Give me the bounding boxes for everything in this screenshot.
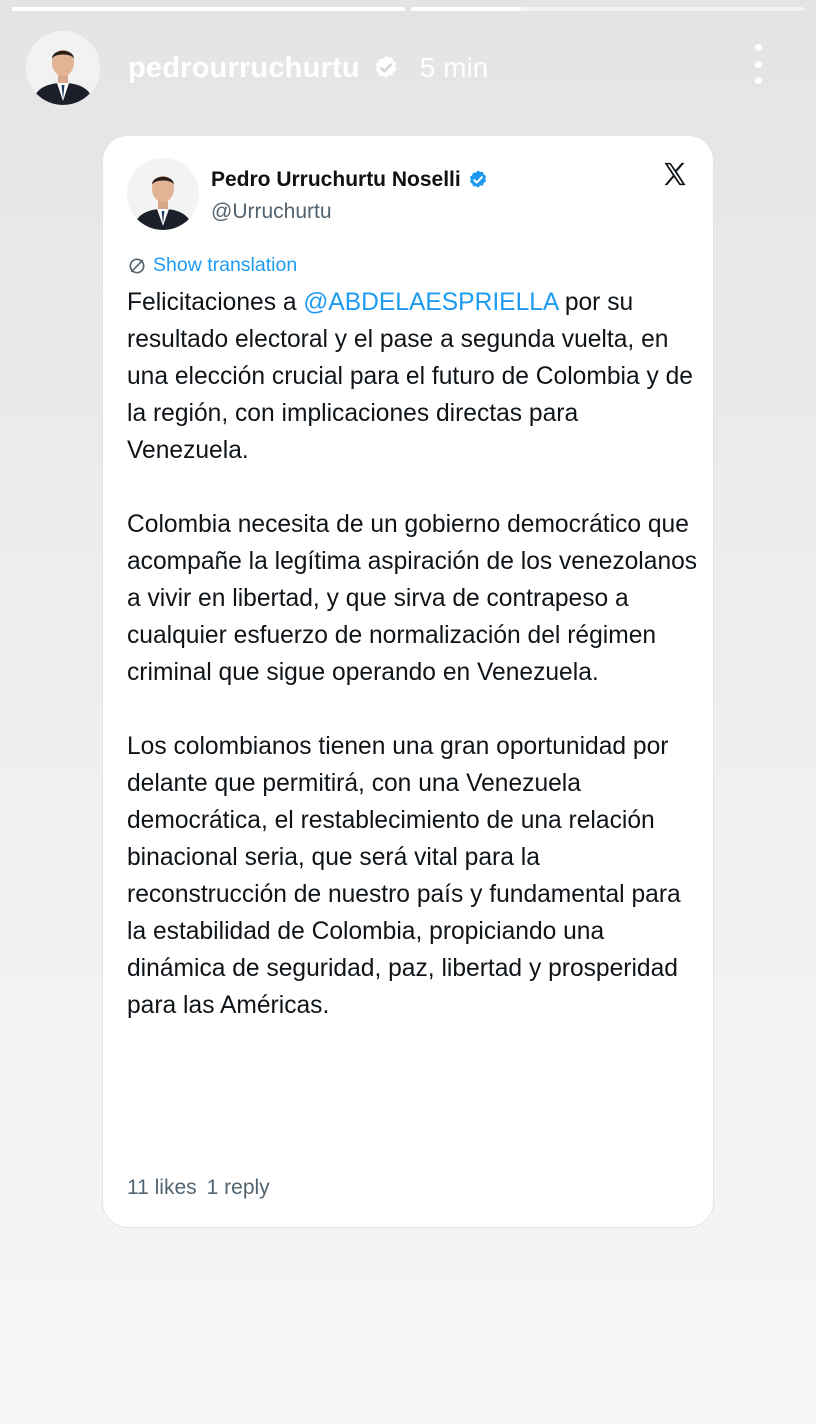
likes-count[interactable]: 11 likes [127,1176,197,1199]
more-vertical-icon[interactable] [750,44,766,84]
story-header [26,30,776,106]
x-logo-icon[interactable] [661,160,689,188]
globe-translate-icon [127,256,147,276]
tweet-text [127,284,699,1061]
tweet-card[interactable] [102,135,714,1228]
tweet-author-name[interactable] [211,168,489,192]
tweet-header [127,158,689,234]
story-progress-segment-2 [411,7,804,11]
tweet-avatar[interactable] [127,158,199,230]
tweet-text-segment: por su resultado electoral y el pase a segunda vuelta, en una elección crucial para el futuro de Colombia y de la región, con implicaciones directas para Venezuela. [127,289,693,464]
show-translation-label: Show translation [153,254,298,276]
tweet-text-segment: Felicitaciones a [127,289,304,316]
story-avatar[interactable] [26,31,100,105]
verified-badge-icon [467,169,489,191]
tweet-paragraph-2: Colombia necesita de un gobierno democrático que acompañe la legítima aspiración de los venezolanos a vivir en libertad, y que sirva de contrapeso a cualquier esfuerzo de normalización del régimen criminal que sigue operando en Venezuela. [127,511,698,686]
tweet-author-handle[interactable]: @Urruchurtu [211,200,332,223]
progress-fill [12,7,405,11]
show-translation-link[interactable] [127,254,297,277]
progress-fill [411,7,521,11]
tweet-paragraph-3: Los colombianos tienen una gran oportunidad por delante que permitirá, con una Venezuela democrática, el restablecimiento de una relación binacional seria, que será vital para la reconstrucción de nuestro país y fundamental para la estabilidad de Colombia, propiciando una dinámica de seguridad, paz, libertad y prosperidad para las Américas. [127,733,681,1019]
story-time: 5 min [419,52,489,83]
story-progress [12,7,804,11]
tweet-paragraph-1 [127,284,699,469]
mention-link[interactable]: @ABDELAESPRIELLA [303,289,558,316]
story-progress-segment-1 [12,7,405,11]
verified-badge-icon [372,54,400,82]
tweet-stats [127,1176,270,1200]
story-username[interactable]: pedrourruchurtu [128,51,360,84]
tweet-author-name-text: Pedro Urruchurtu Noselli [211,168,461,191]
replies-count[interactable]: 1 reply [206,1176,270,1199]
